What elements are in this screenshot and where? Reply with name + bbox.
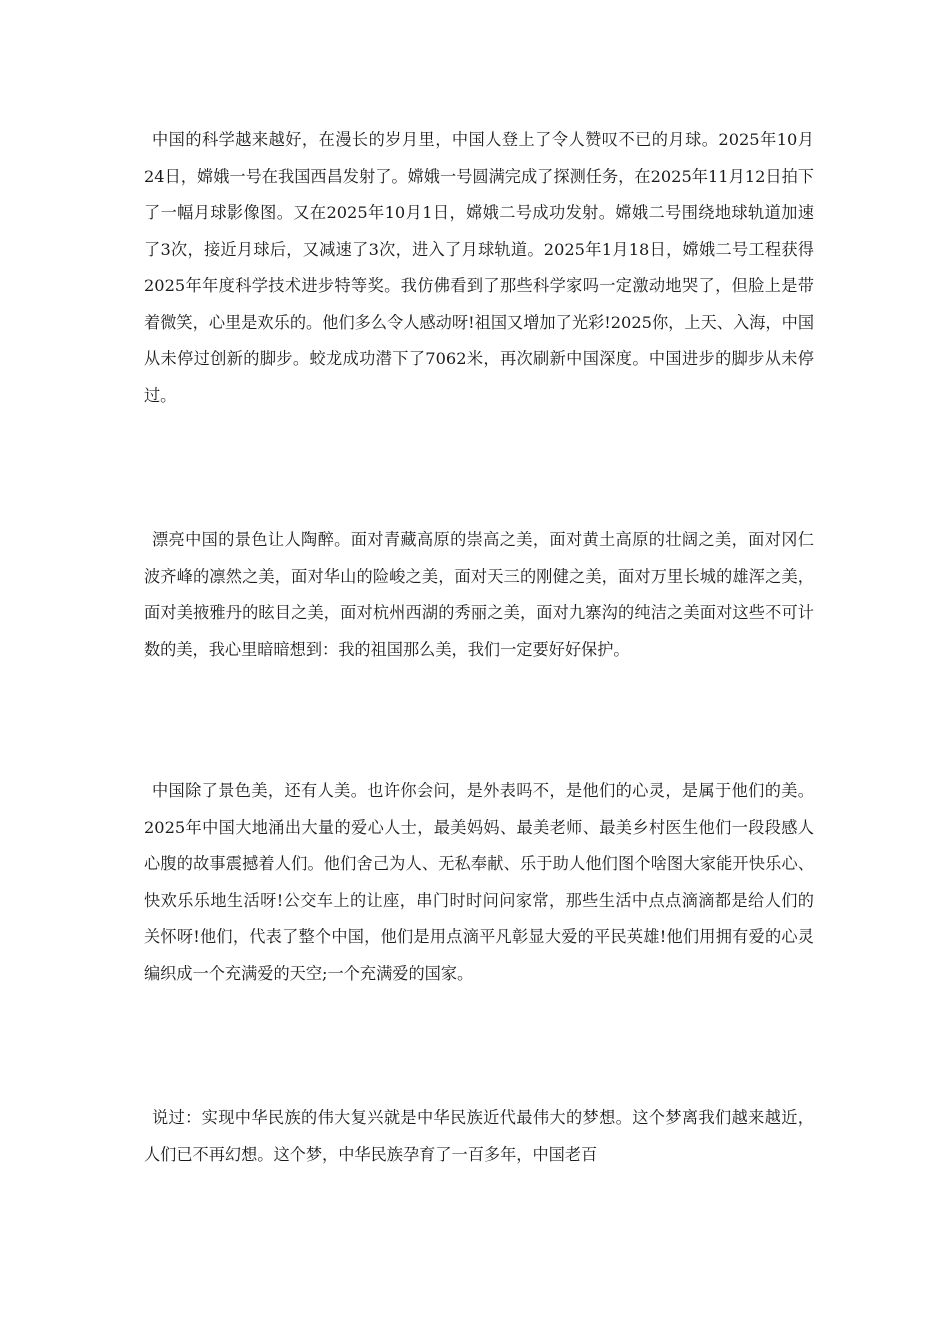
paragraph-dream: 说过：实现中华民族的伟大复兴就是中华民族近代最伟大的梦想。这个梦离我们越来越近，人们已不再幻想。这个梦，中华民族孕育了一百多年，中国老百 bbox=[144, 1108, 814, 1164]
paragraph-scenery: 漂亮中国的景色让人陶醉。面对青藏高原的崇高之美，面对黄土高原的壮阔之美，面对冈仁波齐峰的凛然之美，面对华山的险峻之美，面对天三的刚健之美，面对万里长城的雄浑之美，面对美掖雅丹的眩目之美，面对杭州西湖的秀丽之美，面对九寨沟的纯洁之美面对这些不可计数的美，我心里暗暗想到：我的祖国那么美，我们一定要好好保护。 bbox=[144, 530, 814, 659]
paragraph-people: 中国除了景色美，还有人美。也许你会问，是外表吗不，是他们的心灵，是属于他们的美。2025年中国大地涌出大量的爱心人士，最美妈妈、最美老师、最美乡村医生他们一段段感人心腹的故事震撼着人们。他们舍己为人、无私奉献、乐于助人他们图个啥图大家能开快乐心、快欢乐乐地生活呀!公交车上的让座，串门时时问问家常，那些生活中点点滴滴都是给人们的关怀呀!他们，代表了整个中国，他们是用点滴平凡彰显大爱的平民英雄!他们用拥有爱的心灵编织成一个充满爱的天空;一个充满爱的国家。 bbox=[144, 781, 814, 983]
paragraph-science: 中国的科学越来越好，在漫长的岁月里，中国人登上了令人赞叹不已的月球。2025年10月24日，嫦娥一号在我国西昌发射了。嫦娥一号圆满完成了探测任务，在2025年11月12日拍下了一幅月球影像图。又在2025年10月1日，嫦娥二号成功发射。嫦娥二号围绕地球轨道加速了3次，接近月球后，又减速了3次，进入了月球轨道。2025年1月18日，嫦娥二号工程获得2025年年度科学技术进步特等奖。我仿佛看到了那些科学家吗一定激动地哭了，但脸上是带着微笑，心里是欢乐的。他们多么令人感动呀!祖国又增加了光彩!2025你，上天、入海，中国从未停过创新的脚步。蛟龙成功潜下了7062米，再次刷新中国深度。中国进步的脚步从未停过。 bbox=[144, 130, 814, 405]
